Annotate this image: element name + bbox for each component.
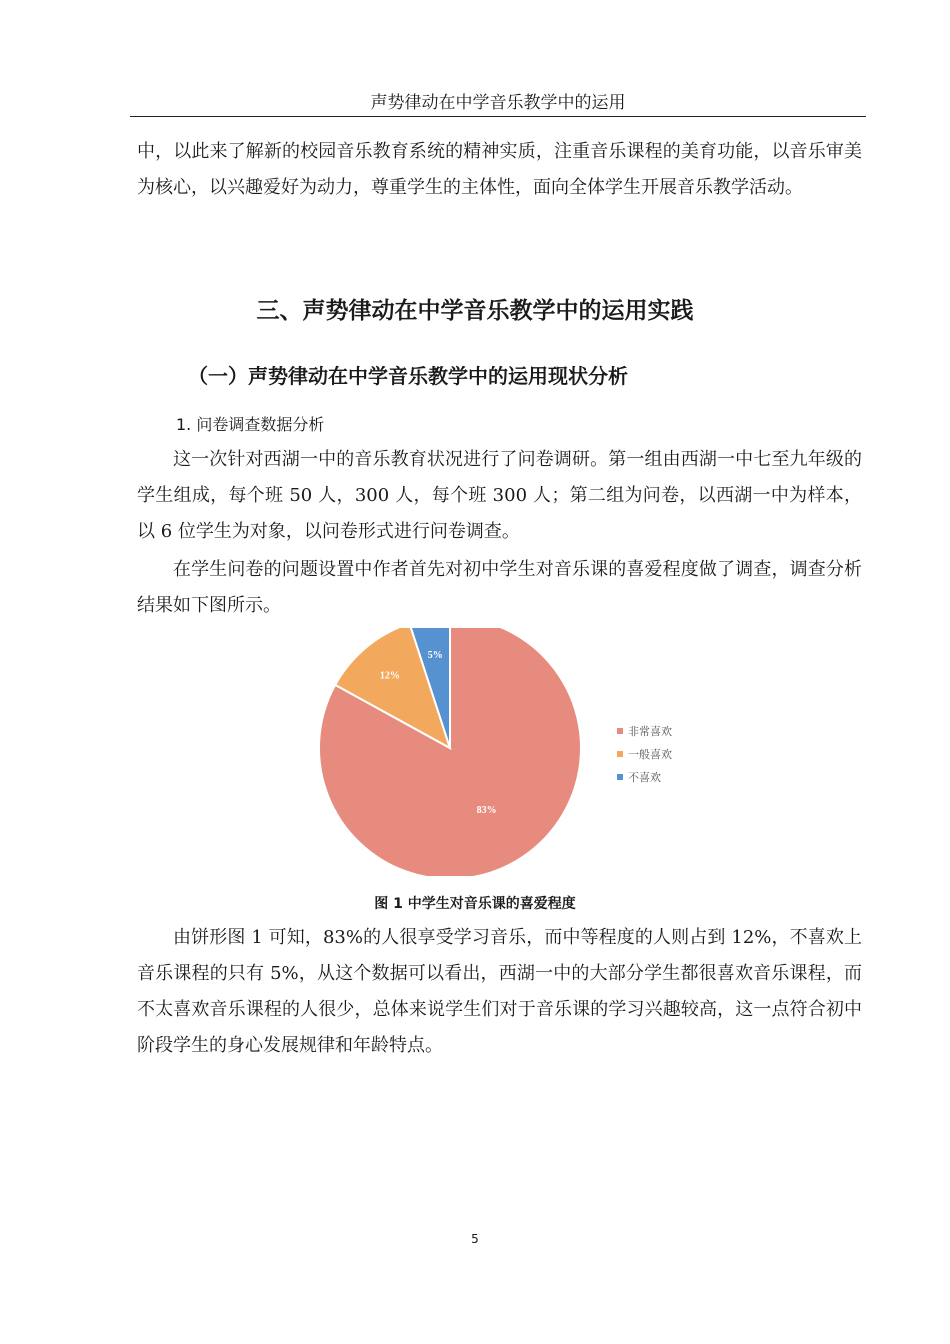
page-number: 5 [471, 1232, 479, 1246]
running-header: 声势律动在中学音乐教学中的运用 [130, 90, 866, 117]
analysis-paragraph: 由饼形图 1 可知，83%的人很享受学习音乐，而中等程度的人则占到 12%，不喜欢上音乐课程的只有 5%，从这个数据可以看出，西湖一中的大部分学生都很喜欢音乐课程，而不太喜欢音乐课程的人很少，总体来说学生们对于音乐课的学习兴趣较高，这一点符合初中阶段学生的身心发展规律和年龄特点。 [137, 927, 862, 1056]
intro-paragraph: 中，以此来了解新的校园音乐教育系统的精神实质，注重音乐课程的美育功能，以音乐审美为核心，以兴趣爱好为动力，尊重学生的主体性，面向全体学生开展音乐教学活动。 [137, 141, 862, 198]
subsection-title: （一）声势律动在中学音乐教学中的运用现状分析 [188, 364, 628, 388]
legend-label-0: 非常喜欢 [628, 725, 672, 738]
legend-label-1: 一般喜欢 [628, 748, 672, 761]
legend-swatch-2 [617, 774, 623, 780]
legend-swatch-1 [617, 751, 623, 757]
figure-caption: 图 1 中学生对音乐课的喜爱程度 [374, 896, 576, 912]
legend-label-2: 不喜欢 [628, 771, 661, 784]
subsubsection-title: 1. 问卷调查数据分析 [176, 415, 325, 434]
section-title: 三、声势律动在中学音乐教学中的运用实践 [256, 298, 694, 324]
pie-chart [310, 628, 690, 876]
legend-swatch-0 [617, 728, 623, 734]
setup-paragraph: 在学生问卷的问题设置中作者首先对初中学生对音乐课的喜爱程度做了调查，调查分析结果如下图所示。 [137, 559, 862, 616]
survey-paragraph: 这一次针对西湖一中的音乐教育状况进行了问卷调研。第一组由西湖一中七至九年级的学生组成，每个班 50 人，300 人，每个班 300 人；第二组为问卷，以西湖一中为样本，以 6 位学生为对象，以问卷形式进行问卷调查。 [137, 449, 862, 542]
pie-label-2: 5% [427, 649, 443, 661]
pie-label-1: 12% [379, 670, 400, 682]
pie-label-0: 83% [476, 805, 497, 817]
